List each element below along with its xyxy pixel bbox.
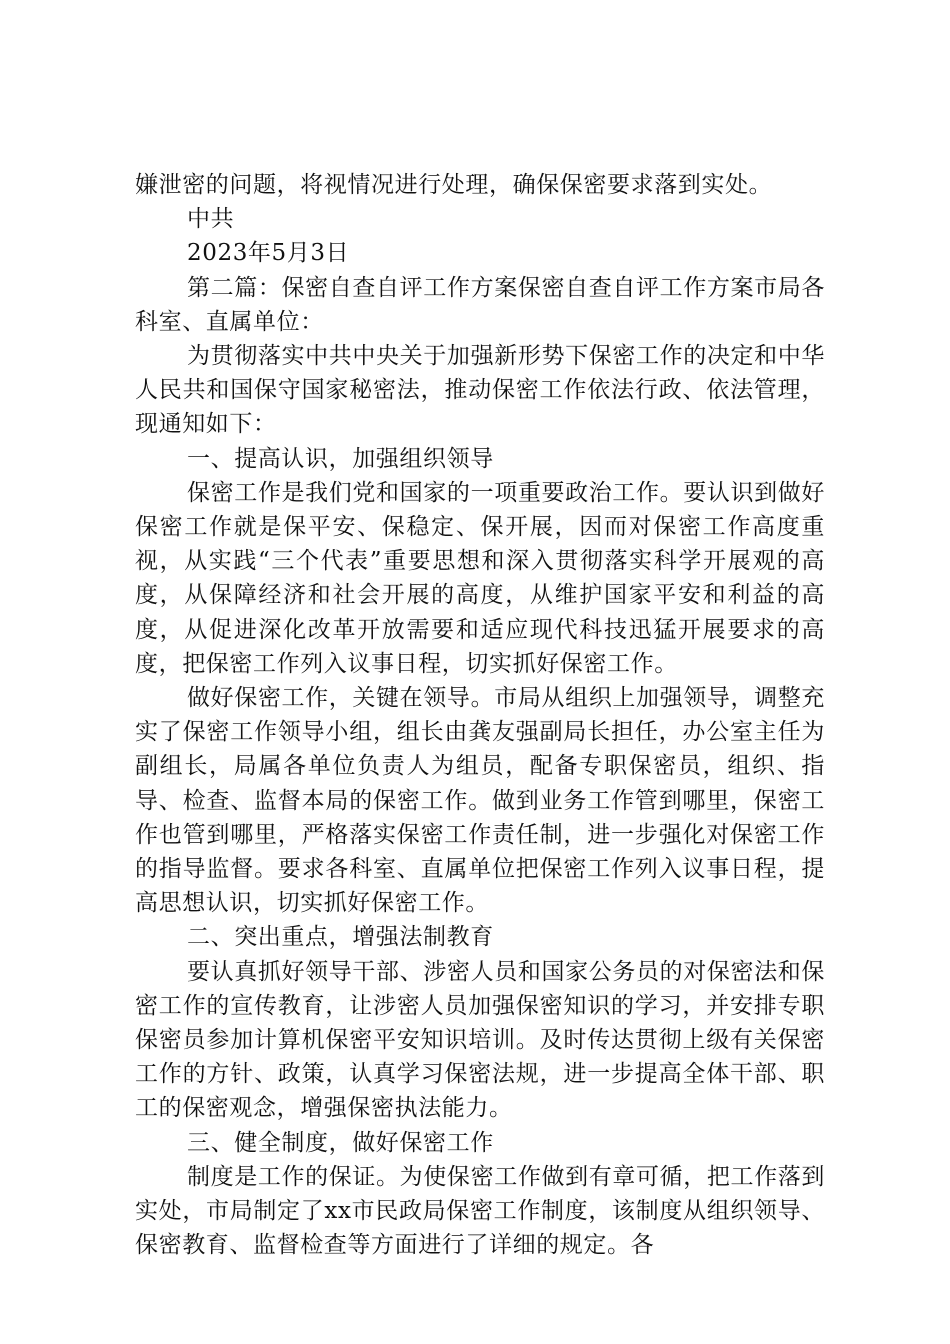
document-body [135,168,825,1263]
paragraph-body-1: 保密工作是我们党和国家的一项重要政治工作。要认识到做好保密工作就是保平安、保稳定、保开展，因而对保密工作高度重视，从实践“三个代表”重要思想和深入贯彻落实科学开展观的高度，从保障经济和社会开展的高度，从维护国家平安和利益的高度，从促进深化改革开放需要和适应现代科技迅猛开展要求的高度，把保密工作列入议事日程，切实抓好保密工作。 [135,479,825,677]
paragraph-1: 嫌泄密的问题，将视情况进行处理，确保保密要求落到实处。 [135,172,773,198]
paragraph-signature-org: 中共 [187,206,235,233]
paragraph-intro: 为贯彻落实中共中央关于加强新形势下保密工作的决定和中华人民共和国保守国家秘密法，推动保密工作依法行政、依法管理，现通知如下： [135,343,825,438]
paragraph-body-2: 做好保密工作，关键在领导。市局从组织上加强领导，调整充实了保密工作领导小组，组长由龚友强副局长担任，办公室主任为副组长，局属各单位负责人为组员，配备专职保密员，组织、指导、检查、监督本局的保密工作。做到业务工作管到哪里，保密工作也管到哪里，严格落实保密工作责任制，进一步强化对保密工作的指导监督。要求各科室、直属单位把保密工作列入议事日程，提高思想认识，切实抓好保密工作。 [135,685,825,917]
heading-1: 一、提高认识，加强组织领导 [187,445,494,472]
paragraph-body-3: 要认真抓好领导干部、涉密人员和国家公务员的对保密法和保密工作的宣传教育，让涉密人员加强保密知识的学习，并安排专职保密员参加计算机保密平安知识培训。及时传达贯彻上级有关保密工作的方针、政策，认真学习保密法规，进一步提高全体干部、职工的保密观念，增强保密执法能力。 [135,958,825,1122]
paragraph-section-title: 第二篇：保密自查自评工作方案保密自查自评工作方案市局各科室、直属单位： [135,274,825,335]
paragraph-body-4: 制度是工作的保证。为使保密工作做到有章可循，把工作落到实处，市局制定了xx市民政局保密工作制度，该制度从组织领导、保密教育、监督检查等方面进行了详细的规定。各 [135,1163,825,1259]
heading-3: 三、健全制度，做好保密工作 [187,1129,494,1156]
heading-2: 二、突出重点，增强法制教育 [187,924,494,951]
paragraph-date: 2023年5月3日 [187,240,350,267]
